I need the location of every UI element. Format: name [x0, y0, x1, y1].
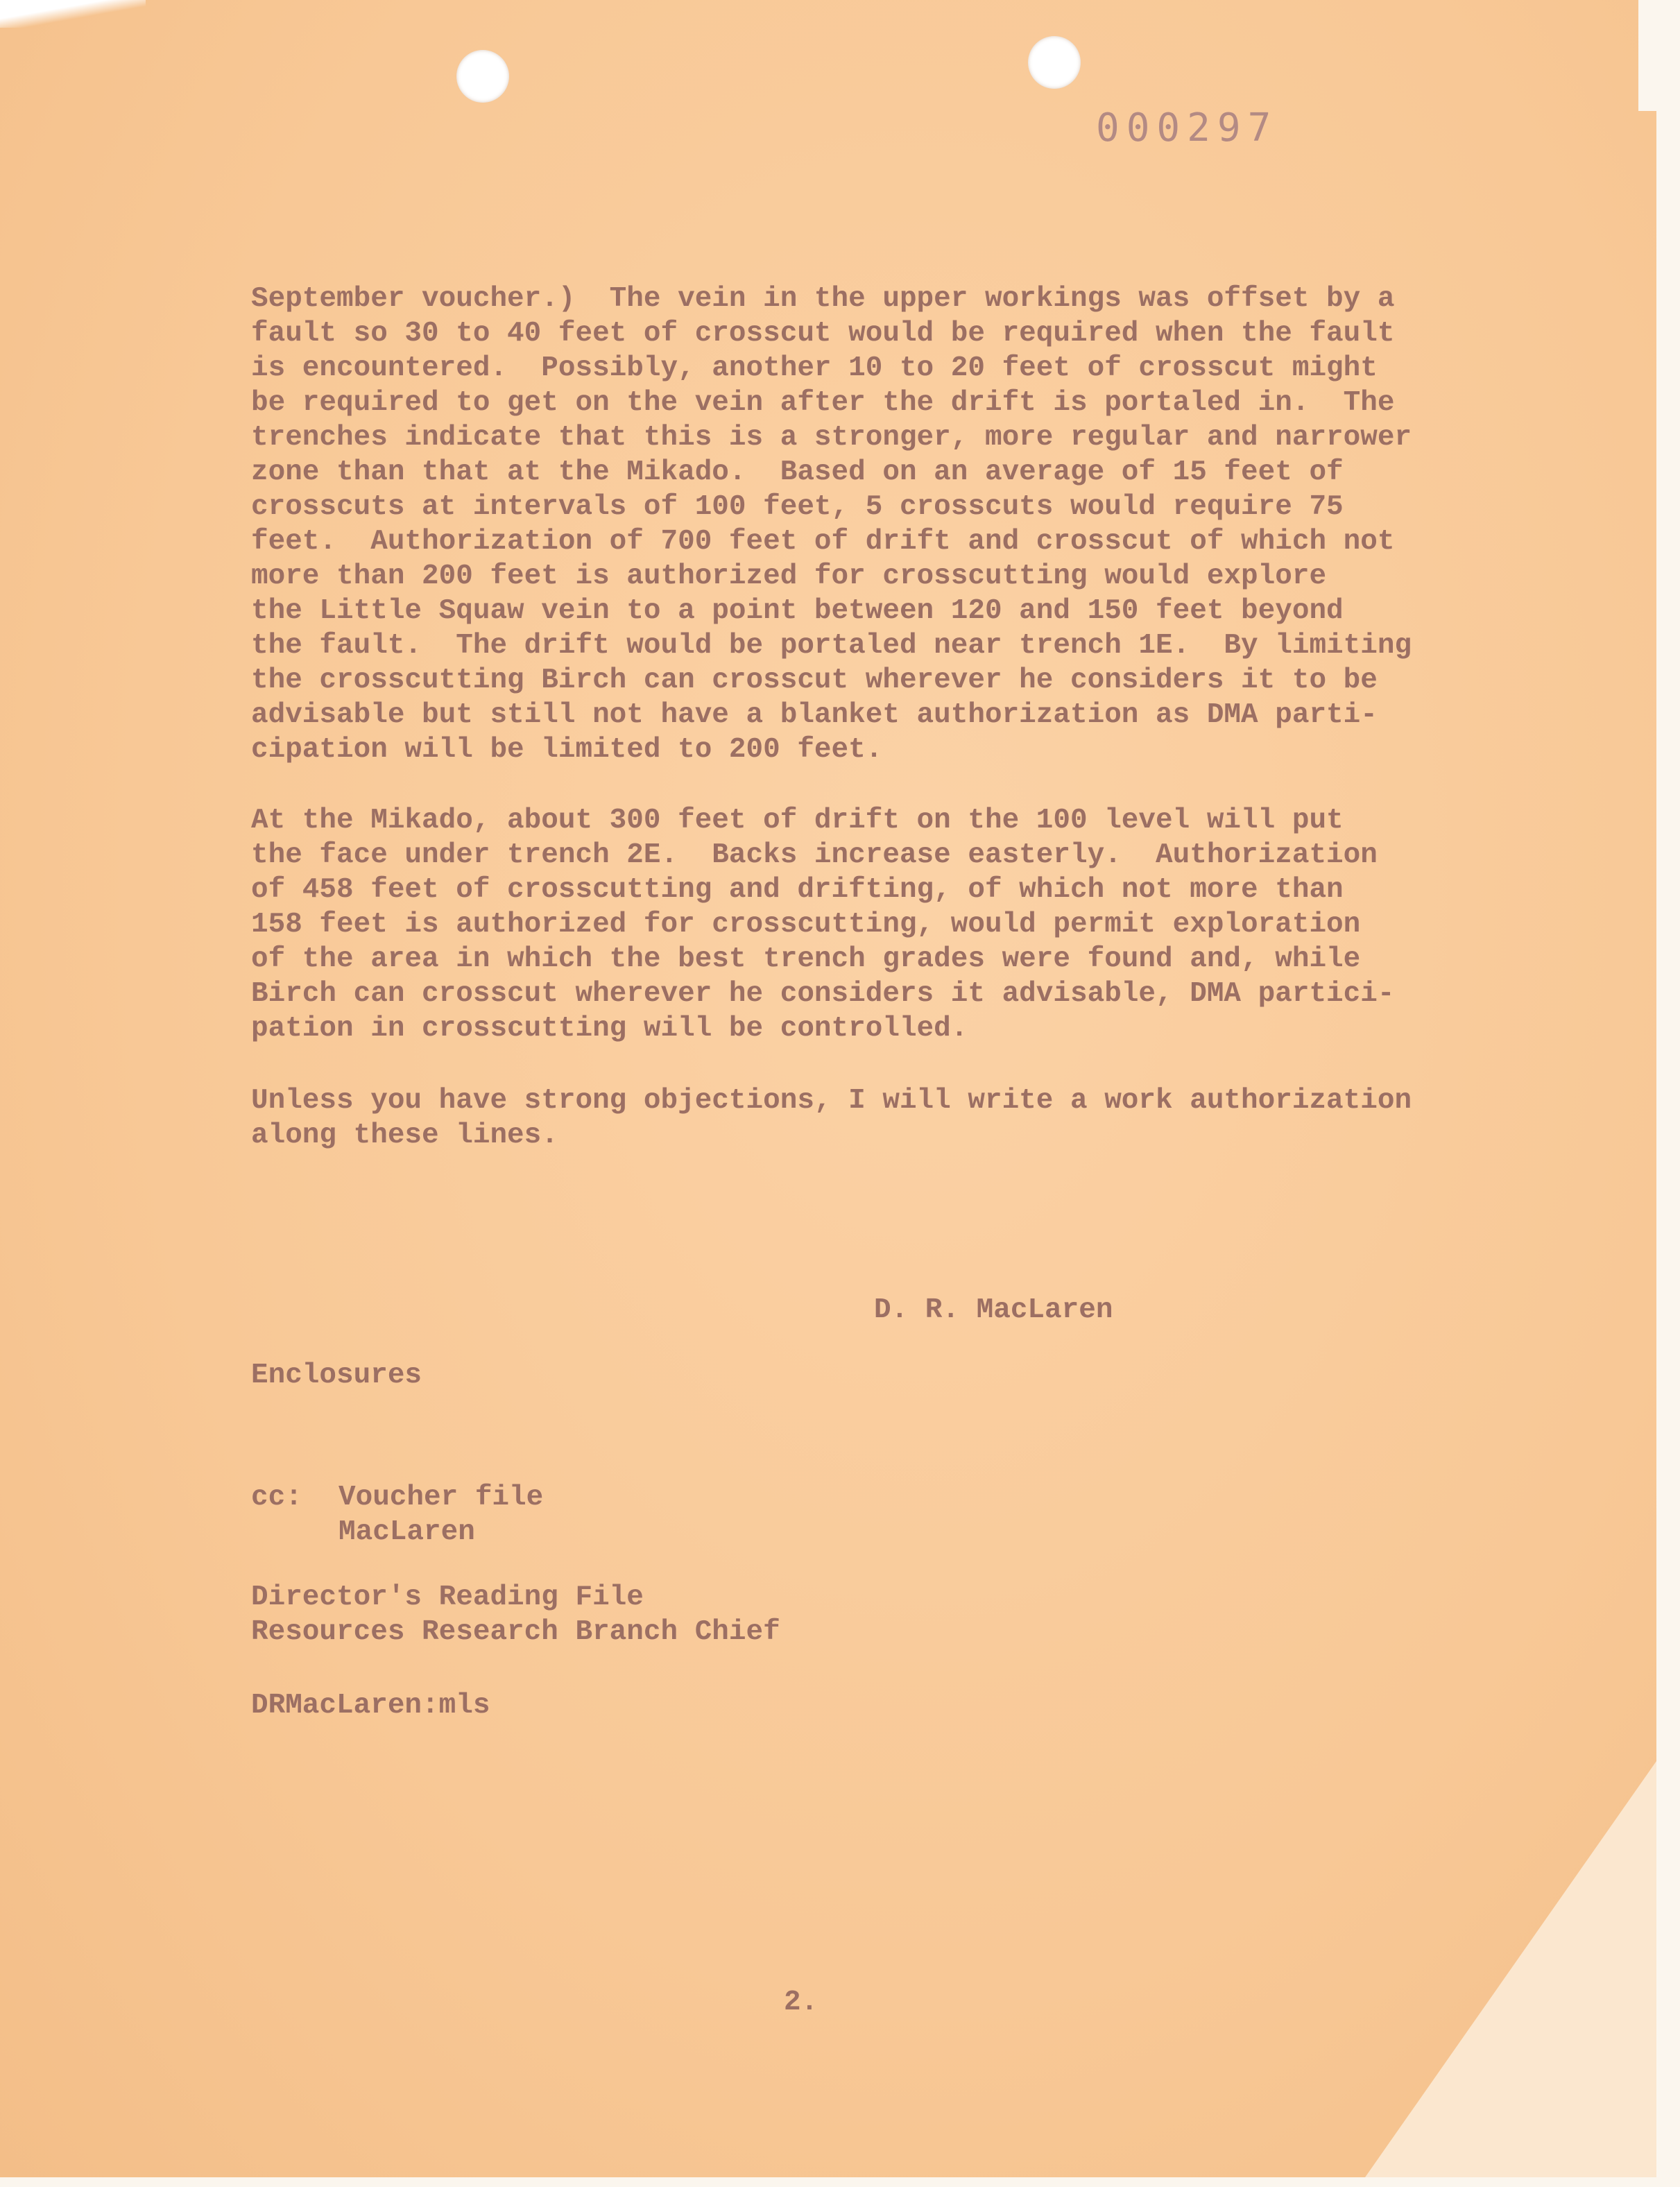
enclosures-label: Enclosures	[251, 1360, 422, 1391]
page-edge-bottom	[0, 2177, 1680, 2187]
paragraph-2: At the Mikado, about 300 feet of drift on the 100 level will put the face under trench 2E. Backs increase easterly. Authorization of 458 feet of crosscutting and drifting, of which not more than 158 feet is authorized for crosscutting, would permit exploration of the area in which the best trench grades were found and, while Birch can crosscut wherever he considers it advisable, DMA partici- pation in crosscutting will be controlled.	[251, 805, 1395, 1045]
cc-recipients: Voucher file MacLaren	[338, 1482, 544, 1548]
typist-initials: DRMacLaren:mls	[251, 1690, 490, 1722]
punch-hole-right	[1028, 36, 1081, 89]
distribution-list: Director's Reading File Resources Research Branch Chief	[251, 1581, 780, 1648]
document-stamp-number: 000297	[1096, 105, 1278, 151]
torn-corner	[0, 0, 146, 28]
page-number: 2.	[784, 1987, 818, 2018]
paragraph-1: September voucher.) The vein in the upper workings was offset by a fault so 30 to 40 feet of crosscut would be required when the fault is encountered. Possibly, another 10 to 20 feet of crosscut might be required to get on the vein after the drift is portaled in. The trenches indicate that this is a stronger, more regular and narrower zone than that at the Mikado. Based on an average of 15 feet of crosscuts at intervals of 100 feet, 5 crosscuts would require 75 feet. Authorization of 700 feet of drift and crosscut of which not more than 200 feet is authorized for crosscutting would explore the Little Squaw vein to a point between 120 and 150 feet beyond the fault. The drift would be portaled near trench 1E. By limiting the crosscutting Birch can crosscut wherever he considers it to be advisable but still not have a blanket authorization as DMA parti- cipation will be limited to 200 feet.	[251, 283, 1412, 766]
paragraph-3: Unless you have strong objections, I will write a work authorization along these lines.	[251, 1085, 1412, 1151]
page-edge-right	[1656, 0, 1680, 2187]
cc-label: cc:	[251, 1482, 302, 1513]
folded-corner	[1365, 1761, 1656, 2177]
signature: D. R. MacLaren	[874, 1294, 1113, 1326]
punch-hole-left	[456, 50, 509, 103]
